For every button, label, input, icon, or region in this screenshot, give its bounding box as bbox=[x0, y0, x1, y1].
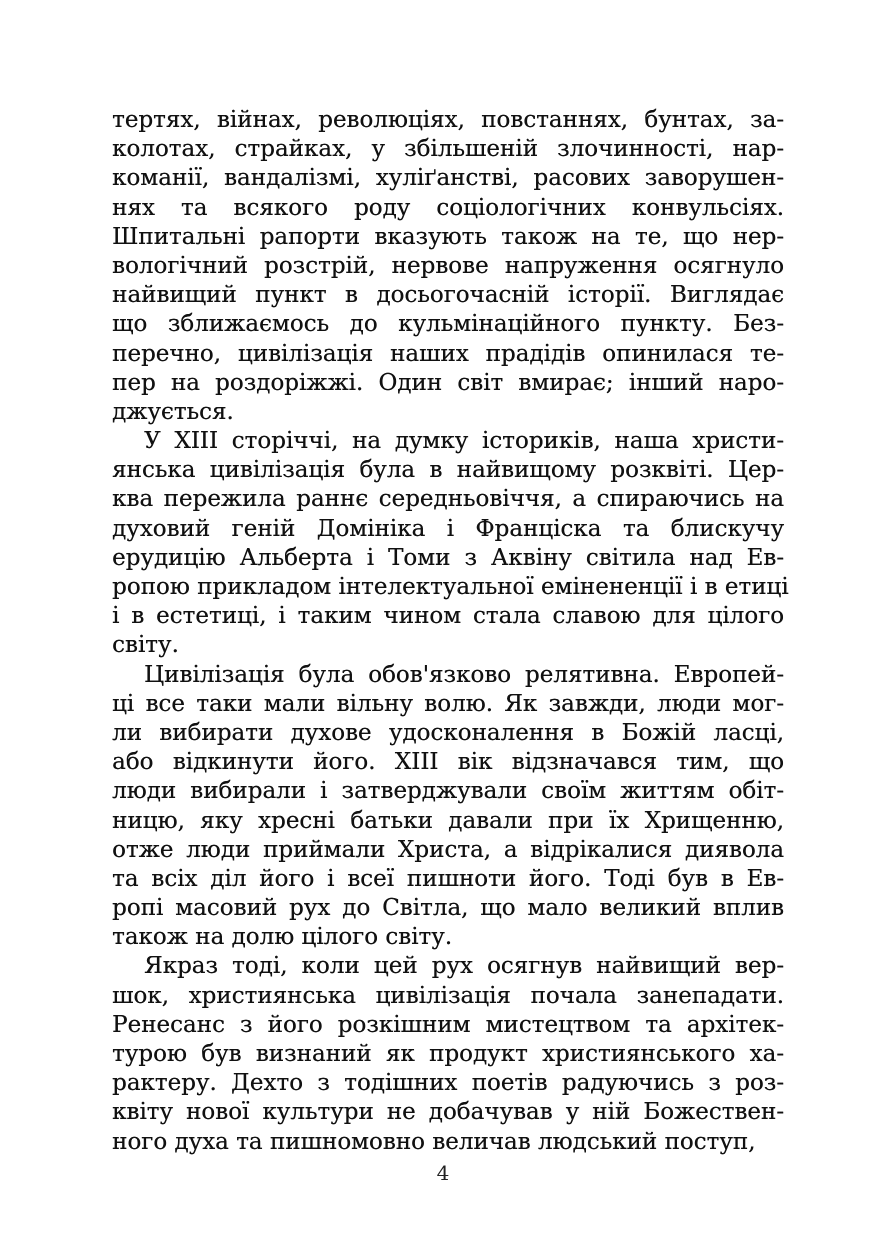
text-line: перечно, цивілізація наших прадідів опинилася те- bbox=[112, 340, 784, 367]
text-line: джується. bbox=[112, 398, 234, 425]
text-line: ли вибирати духове удосконалення в Божій ласці, bbox=[112, 719, 784, 746]
paragraph bbox=[112, 106, 784, 427]
text-line: що зближаємось до кульмінаційного пункту. Без- bbox=[112, 311, 784, 338]
text-line: Цивілізація була обов'язково релятивна. Европей- bbox=[144, 661, 784, 688]
text-line: шок, християнська цивілізація почала занепадати. bbox=[112, 982, 784, 1009]
text-line: квіту нової культури не добачував у ній Божествен- bbox=[112, 1099, 784, 1126]
text-line: тертях, війнах, революціях, повстаннях, бунтах, за- bbox=[112, 107, 784, 133]
text-line: Якраз тоді, коли цей рух осягнув найвищий вер- bbox=[144, 953, 784, 980]
text-line: і в естетиці, і таким чином стала славою для цілого bbox=[112, 603, 784, 630]
text-line: отже люди приймали Христа, а відрікалися диявола bbox=[112, 836, 784, 863]
text-line: команії, вандалізмі, хуліґанстві, расових заворушен- bbox=[112, 165, 784, 192]
paragraph bbox=[112, 661, 784, 953]
text-line: ква пережила раннє середньовіччя, а спираючись на bbox=[112, 486, 784, 513]
text-line: ного духа та пишномовно величав людський поступ, bbox=[112, 1128, 756, 1155]
text-line: Шпитальні рапорти вказують також на те, що нер- bbox=[112, 223, 784, 250]
text-line: або відкинути його. XIII вік відзначався тим, що bbox=[112, 749, 784, 776]
text-line: найвищий пункт в досьогочасній історії. Виглядає bbox=[112, 282, 784, 309]
text-line: ницю, яку хресні батьки давали при їх Хрищенню, bbox=[112, 807, 784, 834]
text-line: нях та всякого роду соціологічних конвульсіях. bbox=[112, 194, 784, 221]
text-line: Ренесанс з його розкішним мистецтвом та архітек- bbox=[112, 1011, 784, 1038]
text-line: та всіх діл його і всеї пишноти його. Тоді був в Ев- bbox=[112, 865, 784, 892]
text-line: янська цивілізація була в найвищому розквіті. Цер- bbox=[112, 457, 784, 484]
text-line: ропою прикладом інтелектуальної емінененції і в етиці bbox=[112, 574, 789, 600]
text-line: ці все таки мали вільну волю. Як завжди, люди мог- bbox=[112, 690, 784, 717]
text-line: духовий геній Домініка і Франціска та блискучу bbox=[112, 515, 784, 542]
text-line: рактеру. Дехто з тодішних поетів радуючись з роз- bbox=[112, 1070, 784, 1097]
text-line: вологічний розстрій, нервове напруження осягнуло bbox=[112, 252, 784, 279]
body-text bbox=[112, 106, 789, 1157]
paragraph bbox=[112, 427, 789, 661]
text-line: ропі масовий рух до Світла, що мало великий вплив bbox=[112, 895, 784, 922]
text-line: пер на роздоріжжі. Один світ вмирає; інший наро- bbox=[112, 369, 784, 396]
page-number: 4 bbox=[436, 1161, 450, 1185]
text-line: турою був визнаний як продукт християнського ха- bbox=[112, 1041, 784, 1067]
text-line: ерудицію Альберта і Томи з Аквіну світила над Ев- bbox=[112, 544, 784, 571]
text-line: світу. bbox=[112, 632, 179, 659]
text-line: У XIII сторіччі, на думку істориків, наша христи- bbox=[144, 428, 784, 455]
text-line: колотах, страйках, у збільшеній злочинності, нар- bbox=[112, 136, 784, 163]
text-line: також на долю цілого світу. bbox=[112, 924, 453, 951]
paragraph bbox=[112, 952, 784, 1156]
text-line: люди вибирали і затверджували своїм життям обіт- bbox=[112, 778, 784, 805]
